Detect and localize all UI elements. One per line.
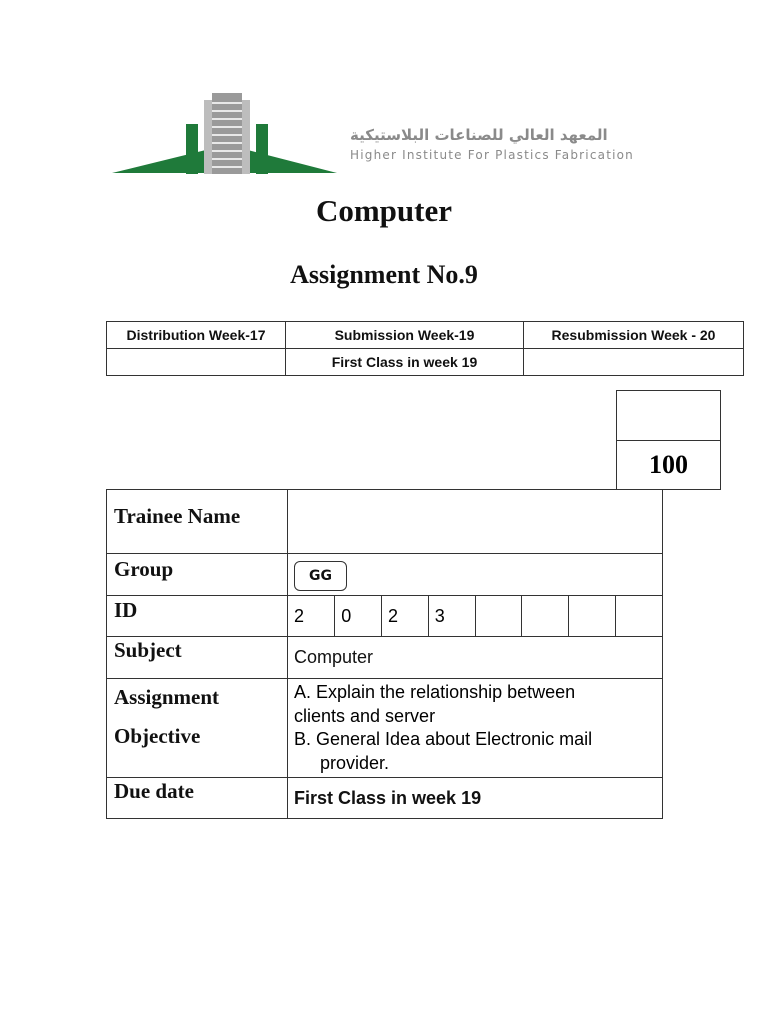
assignment-number: Assignment No.9 [290, 260, 478, 289]
distribution-week-note [107, 349, 286, 376]
objective-a-cont: clients and server [294, 705, 436, 726]
submission-note: First Class in week 19 [286, 349, 524, 376]
due-date-label: Due date [107, 778, 288, 819]
objective-a: A. Explain the relationship between [294, 682, 576, 702]
id-digit-row [288, 596, 662, 636]
distribution-week: Distribution Week-17 [107, 322, 286, 349]
id-digit[interactable]: 2 [382, 596, 429, 636]
trainee-name-field[interactable] [288, 490, 663, 554]
objective-label-line2: Objective [114, 724, 201, 748]
group-field[interactable] [288, 554, 663, 596]
id-digit[interactable]: 3 [428, 596, 475, 636]
group-value: GG [294, 561, 347, 591]
institute-name-english: Higher Institute For Plastics Fabrication [350, 148, 634, 162]
due-date-value: First Class in week 19 [288, 778, 663, 819]
resubmission-week: Resubmission Week - 20 [524, 322, 744, 349]
objective-label [107, 679, 288, 778]
id-field [288, 596, 663, 637]
id-digit[interactable]: 0 [335, 596, 382, 636]
objective-value [288, 679, 663, 778]
resubmission-note [524, 349, 744, 376]
objective-label-line1: Assignment [114, 685, 220, 709]
group-label: Group [107, 554, 288, 596]
institute-name-arabic: المعهد العالي للصناعات البلاستيكية [350, 126, 608, 144]
id-label: ID [107, 596, 288, 637]
institute-logo [112, 88, 702, 180]
weeks-table [106, 321, 744, 376]
score-obtained[interactable] [617, 391, 721, 441]
page-title: Computer [315, 193, 453, 228]
id-digit[interactable] [522, 596, 569, 636]
objective-b: B. General Idea about Electronic mail [294, 729, 593, 749]
score-box [616, 390, 721, 490]
id-digit[interactable]: 2 [288, 596, 335, 636]
subject-label: Subject [107, 637, 288, 679]
trainee-info-table [106, 489, 663, 819]
objective-b-cont: provider. [320, 752, 390, 773]
id-digit[interactable] [475, 596, 522, 636]
building-logo-icon [112, 88, 342, 180]
id-digit[interactable] [615, 596, 662, 636]
id-digit[interactable] [569, 596, 616, 636]
subject-value: Computer [288, 637, 663, 679]
submission-week: Submission Week-19 [286, 322, 524, 349]
score-total: 100 [617, 441, 721, 490]
trainee-name-label: Trainee Name [107, 490, 288, 554]
